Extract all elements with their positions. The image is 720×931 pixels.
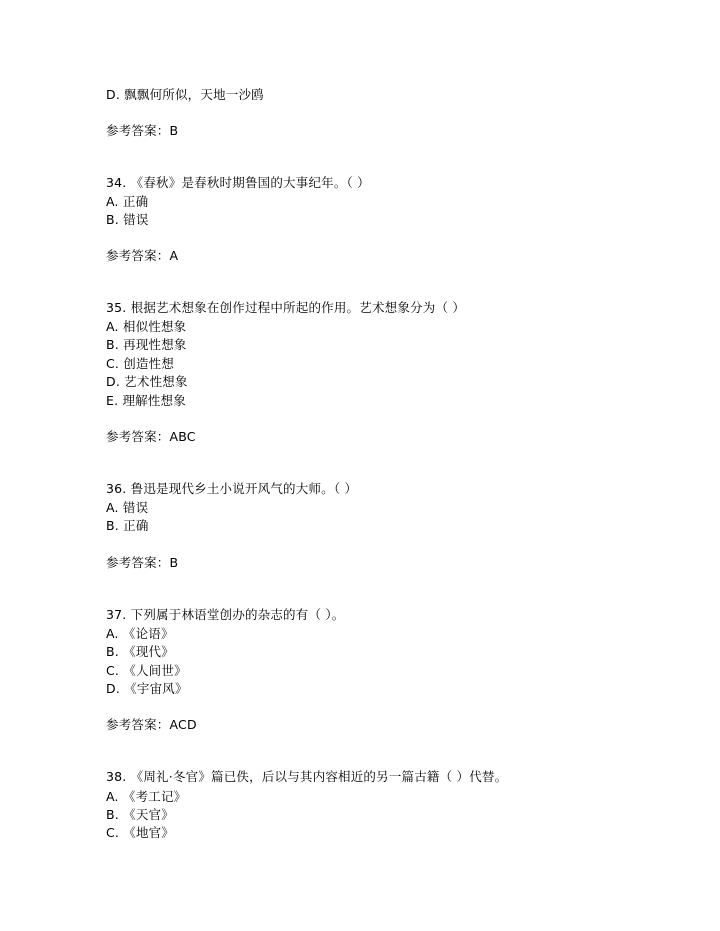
q35-option-d: D. 艺术性想象 (106, 374, 188, 389)
q37-option-a: A. 《论语》 (106, 626, 174, 641)
q38-option-c: C. 《地官》 (106, 825, 175, 840)
q36-option-b: B. 正确 (106, 518, 149, 533)
q36-option-a: A. 错误 (106, 500, 149, 515)
q34-question: 34. 《春秋》是春秋时期鲁国的大事纪年。（ ） (106, 175, 370, 190)
q35-answer: 参考答案：ABC (106, 429, 196, 444)
q37-option-d: D. 《宇宙风》 (106, 681, 188, 696)
q35-option-a: A. 相似性想象 (106, 319, 187, 334)
q38-option-a: A. 《考工记》 (106, 789, 187, 804)
q33-answer: 参考答案：B (106, 123, 179, 138)
q35-option-b: B. 再现性想象 (106, 337, 187, 352)
q35-option-c: C. 创造性想 (106, 356, 175, 371)
q35-question: 35. 根据艺术想象在创作过程中所起的作用。艺术想象分为（ ） (106, 300, 466, 315)
q38-option-b: B. 《天官》 (106, 807, 174, 822)
q37-option-c: C. 《人间世》 (106, 663, 187, 678)
q35-option-e: E. 理解性想象 (106, 393, 186, 408)
q34-option-b: B. 错误 (106, 212, 149, 227)
q34-answer: 参考答案：A (106, 248, 179, 263)
q37-option-b: B. 《现代》 (106, 644, 174, 659)
q37-question: 37. 下列属于林语堂创办的杂志的有（ ）。 (106, 607, 345, 622)
q37-answer: 参考答案：ACD (106, 717, 197, 732)
q33-option-d: D. 飘飘何所似，天地一沙鸥 (106, 87, 264, 102)
q38-question: 38. 《周礼·冬官》篇已佚，后以与其内容相近的另一篇古籍（ ）代替。 (106, 769, 508, 784)
q34-option-a: A. 正确 (106, 194, 149, 209)
q36-question: 36. 鲁迅是现代乡土小说开风气的大师。（ ） (106, 481, 358, 496)
q36-answer: 参考答案：B (106, 555, 179, 570)
